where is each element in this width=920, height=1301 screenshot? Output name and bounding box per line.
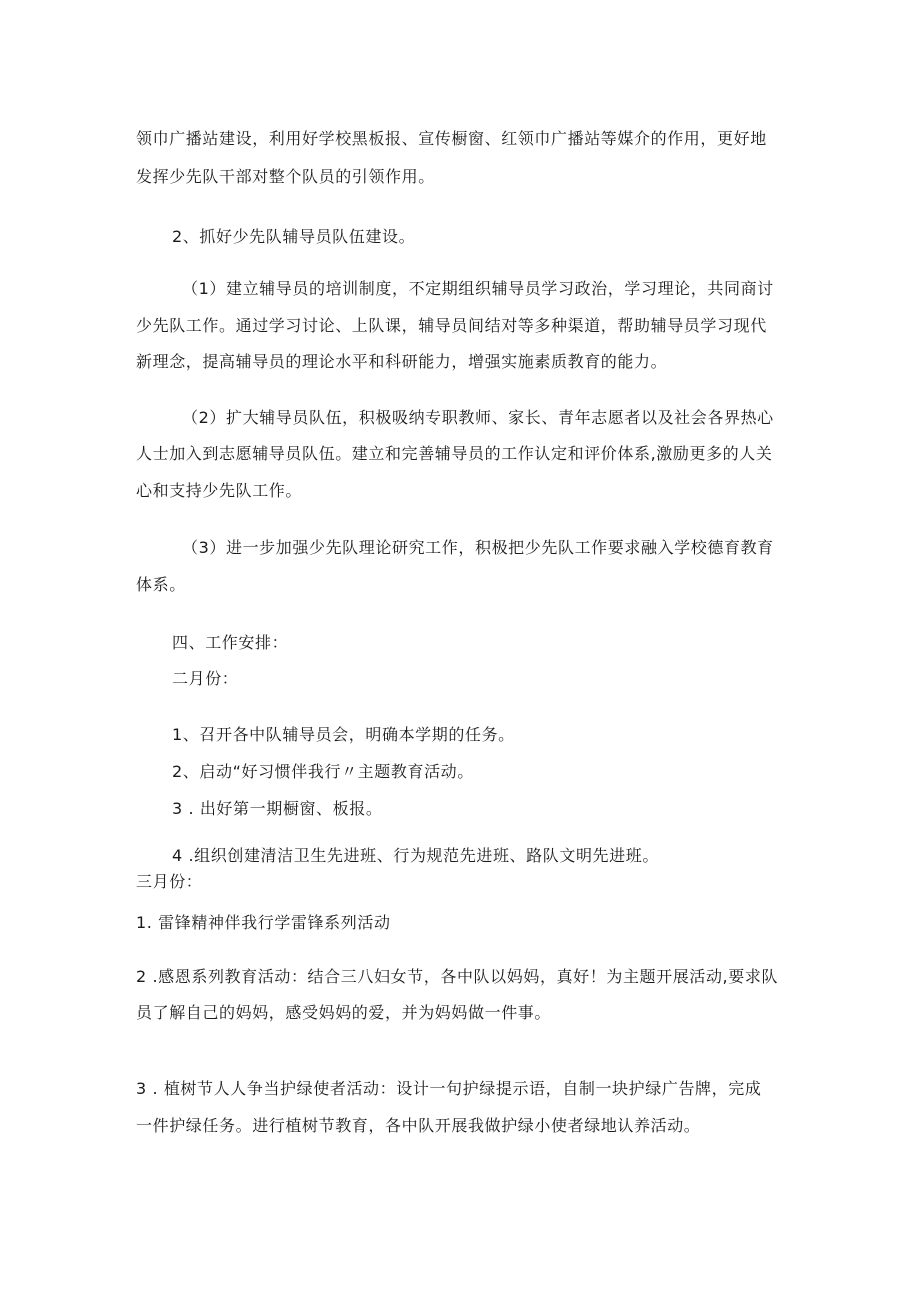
february-heading: 二月份： bbox=[172, 669, 239, 688]
sub-item-2-line-3: 心和支持少先队工作。 bbox=[136, 481, 303, 500]
sub-item-3-line-1: （3）进一步加强少先队理论研究工作，积极把少先队工作要求融入学校德育教育 bbox=[182, 538, 774, 557]
march-heading: 三月份： bbox=[136, 872, 203, 891]
section-4-heading: 四、工作安排： bbox=[172, 633, 289, 652]
sub-item-1-line-2: 少先队工作。通过学习讨论、上队课，辅导员间结对等多种渠道，帮助辅导员学习现代 bbox=[136, 316, 767, 335]
march-item-3-line-1: 3 . 植树节人人争当护绿使者活动：设计一句护绿提示语，自制一块护绿广告牌，完成 bbox=[136, 1079, 762, 1098]
paragraph-intro-line-2: 发挥少先队干部对整个队员的引领作用。 bbox=[136, 167, 435, 186]
paragraph-intro-line-1: 领巾广播站建设，利用好学校黑板报、宣传橱窗、红领巾广播站等媒介的作用，更好地 bbox=[136, 129, 767, 148]
sub-item-2-line-2: 人士加入到志愿辅导员队伍。建立和完善辅导员的工作认定和评价体系,激励更多的人关 bbox=[136, 444, 773, 463]
sub-item-1-line-1: （1）建立辅导员的培训制度，不定期组织辅导员学习政治，学习理论，共同商讨 bbox=[182, 279, 774, 298]
february-item-2: 2、启动“好习惯伴我行〃主题教育活动。 bbox=[172, 762, 474, 781]
sub-item-3-line-2: 体系。 bbox=[136, 575, 186, 594]
march-item-2-line-2: 员了解自己的妈妈，感受妈妈的爱，并为妈妈做一件事。 bbox=[136, 1003, 552, 1022]
item-2-heading: 2、抓好少先队辅导员队伍建设。 bbox=[172, 227, 416, 246]
march-item-1: 1. 雷锋精神伴我行学雷锋系列活动 bbox=[136, 913, 391, 932]
march-item-2-line-1: 2 .感恩系列教育活动：结合三八妇女节，各中队以妈妈，真好！为主题开展活动,要求队 bbox=[136, 967, 779, 986]
february-item-4: 4 .组织创建清洁卫生先进班、行为规范先进班、路队文明先进班。 bbox=[172, 846, 659, 865]
sub-item-2-line-1: （2）扩大辅导员队伍，积极吸纳专职教师、家长、青年志愿者以及社会各界热心 bbox=[182, 408, 774, 427]
february-item-1: 1、召开各中队辅导员会，明确本学期的任务。 bbox=[172, 725, 515, 744]
february-item-3: 3 . 出好第一期橱窗、板报。 bbox=[172, 799, 383, 818]
sub-item-1-line-3: 新理念，提高辅导员的理论水平和科研能力，增强实施素质教育的能力。 bbox=[136, 352, 668, 371]
march-item-3-line-2: 一件护绿任务。进行植树节教育，各中队开展我做护绿小使者绿地认养活动。 bbox=[136, 1116, 701, 1135]
